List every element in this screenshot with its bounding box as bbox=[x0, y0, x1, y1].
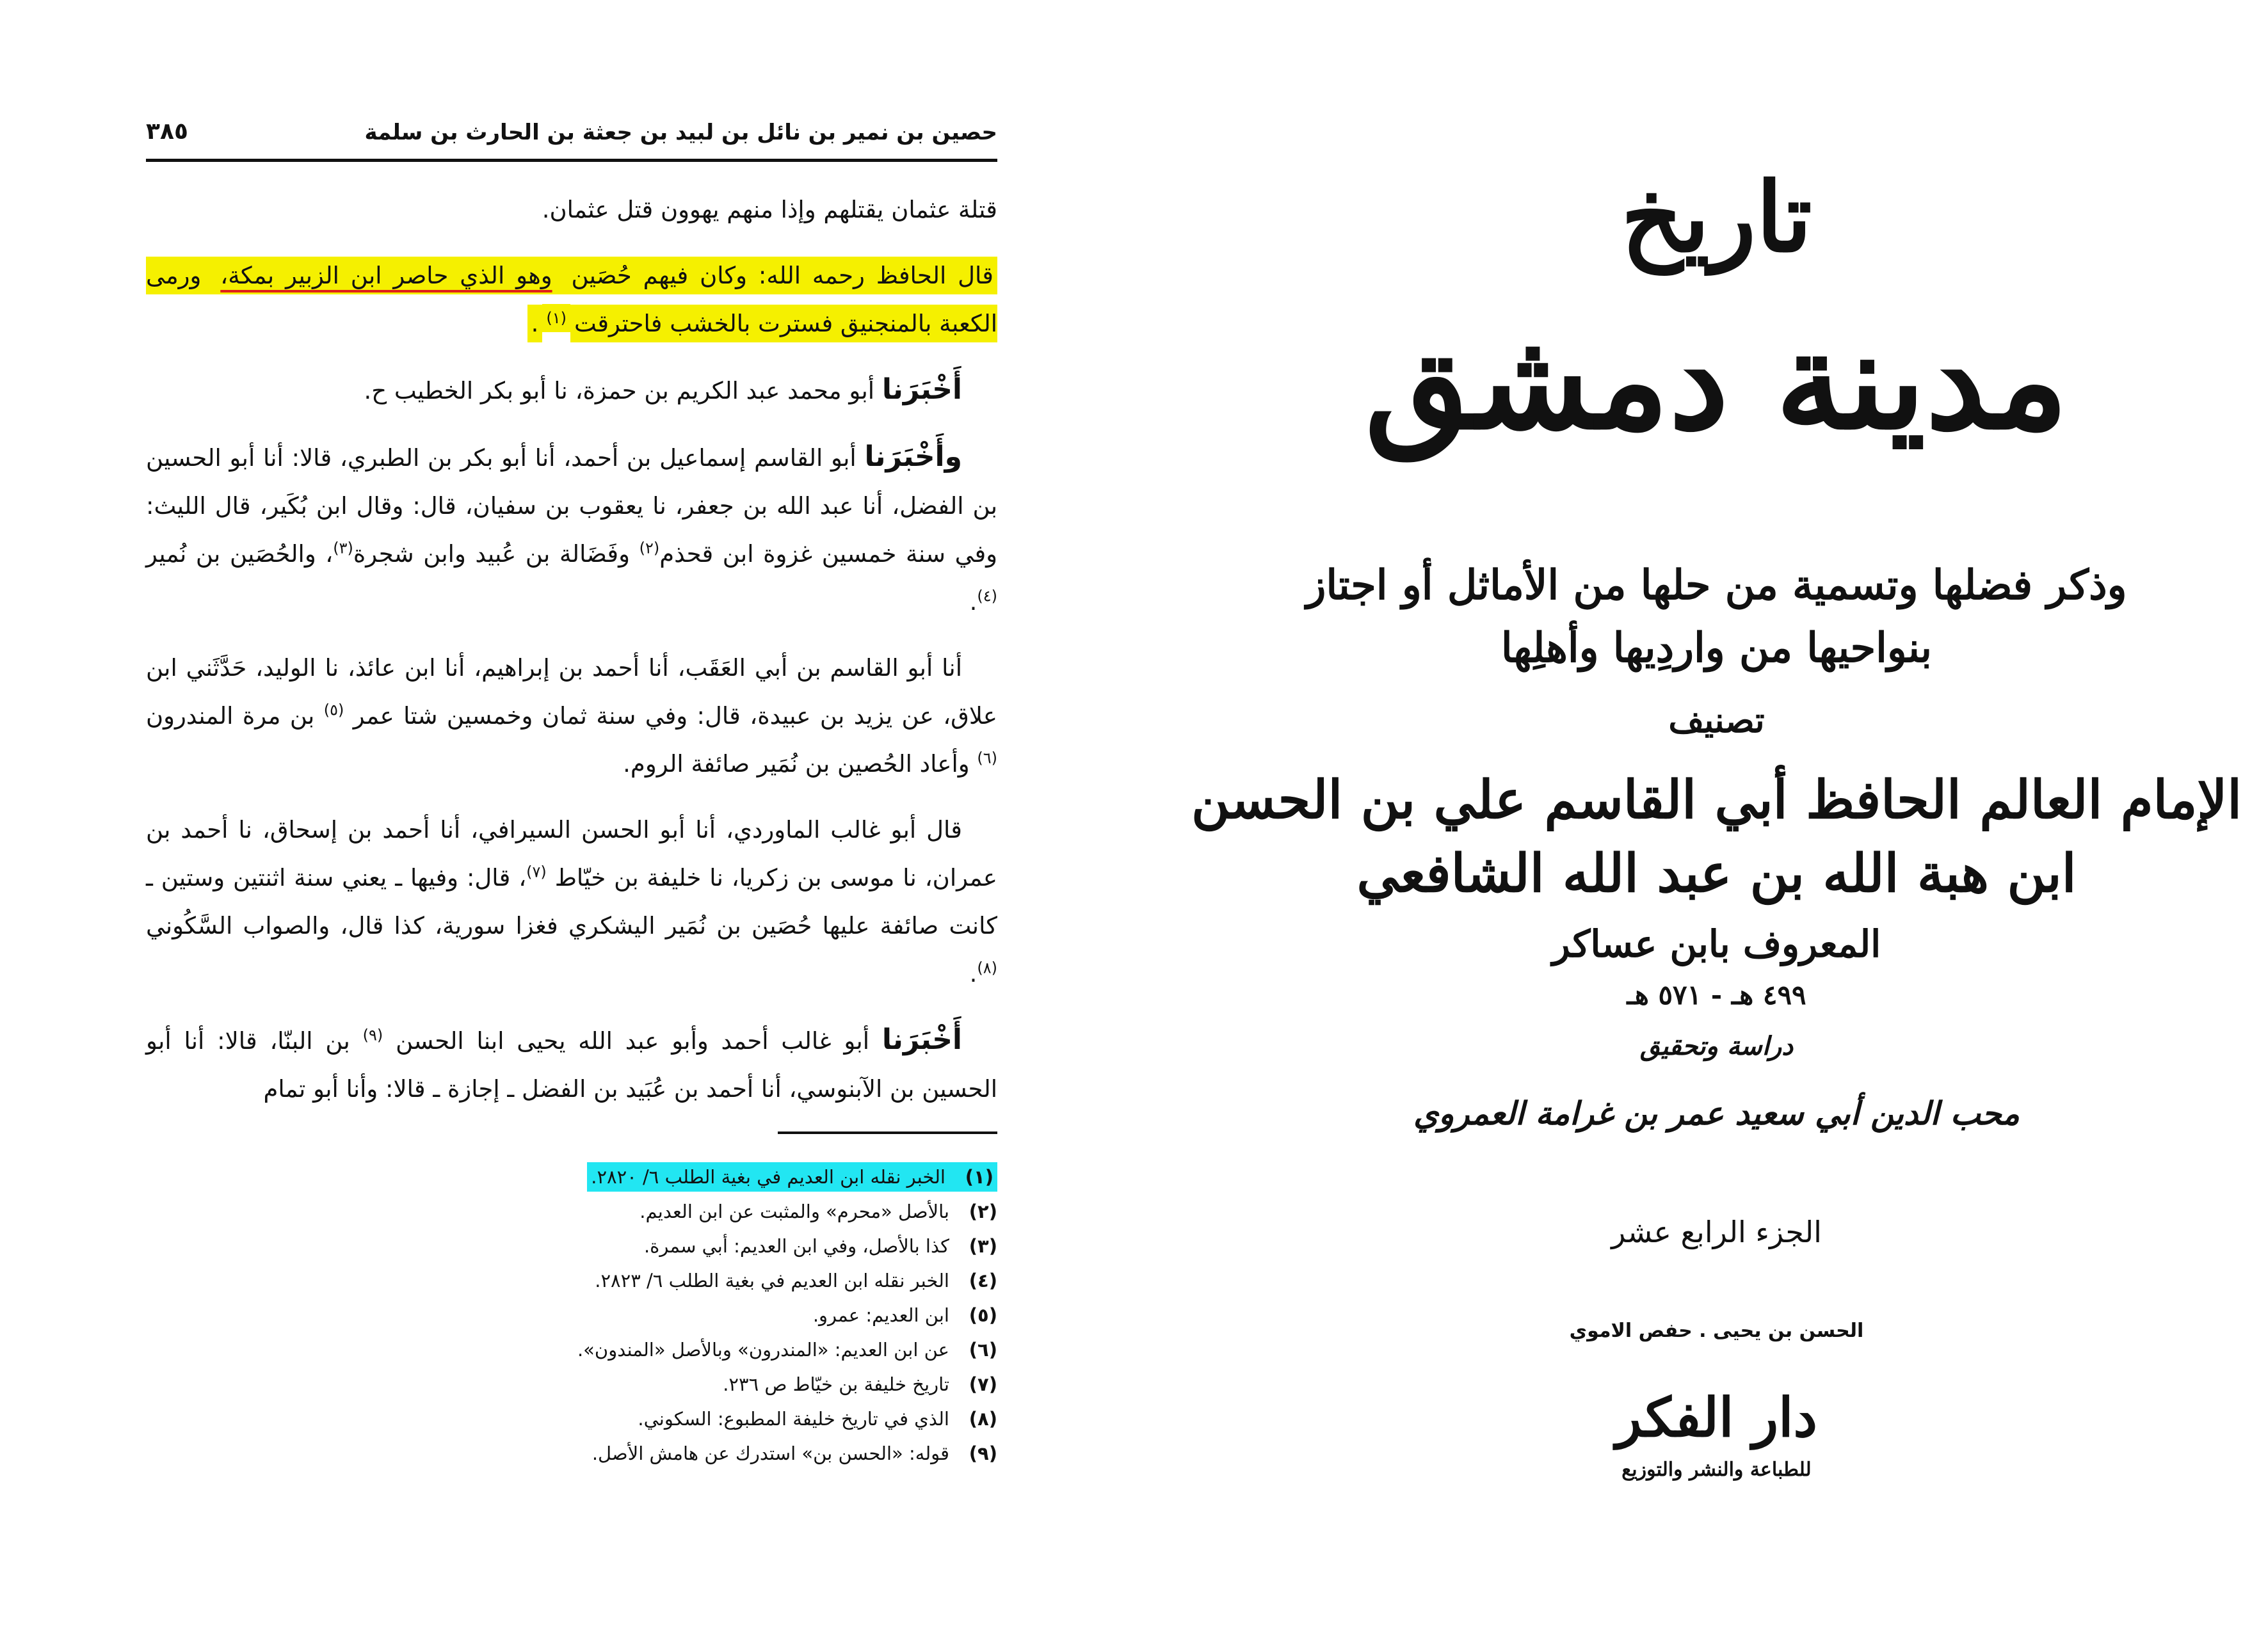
footnote-ref: (٦) bbox=[977, 749, 997, 767]
footnote-item bbox=[146, 1332, 997, 1367]
body-paragraph bbox=[146, 1016, 997, 1113]
author-line-2: ابن هبة الله بن عبد الله الشافعي bbox=[1356, 843, 2077, 904]
footnote-text: بالأصل «محرم» والمثبت عن ابن العديم. bbox=[639, 1201, 949, 1222]
subtitle-line-2: بنواحيها من واردِيها وأهلِها bbox=[1500, 624, 1933, 672]
footnote-text: الذي في تاريخ خليفة المطبوع: السكوني. bbox=[638, 1408, 949, 1430]
highlighted-footnote bbox=[587, 1162, 997, 1192]
footnote-ref: (٣) bbox=[333, 539, 353, 557]
footnote-content bbox=[723, 1373, 997, 1395]
title-line-2: مدينة دمشق bbox=[1365, 301, 2068, 460]
keyword-akhbarana: وأَخْبَرَنا bbox=[864, 440, 962, 473]
footnote-text: تاريخ خليفة بن خيّاط ص ٢٣٦. bbox=[723, 1373, 949, 1395]
footnote-number: (٨) bbox=[969, 1408, 997, 1430]
text-segment: ، والحُصَين بن نُمير bbox=[146, 540, 334, 568]
text-segment: . bbox=[969, 960, 977, 987]
footnote-rule bbox=[778, 1131, 997, 1134]
body-paragraph bbox=[146, 186, 997, 234]
footnote-text: ابن العديم: عمرو. bbox=[812, 1304, 949, 1326]
running-head bbox=[146, 112, 997, 157]
footnote-number: (٤) bbox=[969, 1270, 997, 1291]
page-number: ٣٨٥ bbox=[146, 118, 188, 145]
footnotes bbox=[146, 1160, 997, 1471]
footnote-text: كذا بالأصل، وفي ابن العديم: أبي سمرة. bbox=[643, 1235, 949, 1257]
footnote-content bbox=[638, 1408, 997, 1430]
footnote-item bbox=[146, 1194, 997, 1229]
footnote-text: عن ابن العديم: «المندرون» وبالأصل «المندون». bbox=[577, 1339, 949, 1361]
left-page bbox=[0, 0, 1133, 1639]
volume-label: الجزء الرابع عشر bbox=[1611, 1215, 1822, 1249]
footnote-ref: (٨) bbox=[977, 959, 997, 977]
footnote-number: (٩) bbox=[969, 1443, 997, 1464]
footnote-item bbox=[146, 1367, 997, 1402]
highlighted-text: قال الحافظ رحمه الله: وكان فيهم حُصَين bbox=[556, 257, 997, 294]
body-paragraph bbox=[146, 806, 997, 998]
footnote-number: (٦) bbox=[969, 1339, 997, 1361]
volume-range: الحسن بن يحيى . حفص الاموي bbox=[1569, 1320, 1864, 1342]
highlighted-text: ورمى الكعبة بالمنجنيق فسترت بالخشب فاحترقت bbox=[146, 257, 997, 342]
footnote-content bbox=[595, 1270, 997, 1291]
title-page bbox=[1165, 0, 2268, 1639]
footnote-ref: (٤) bbox=[977, 587, 997, 605]
footnote-content bbox=[592, 1443, 997, 1464]
header-rule bbox=[146, 159, 997, 162]
footnote-content bbox=[813, 1304, 997, 1326]
keyword-akhbarana: أَخْبَرَنا bbox=[881, 373, 962, 406]
keyword-akhbarana: أَخْبَرَنا bbox=[881, 1023, 962, 1056]
text-segment: ، قال: وفيها ـ يعني سنة اثنتين وستين ـ كانت صائفة عليها حُصَين بن نُمَير اليشكري فغزا سورية، كذا قال، والصواب السَّكُوني bbox=[146, 864, 997, 939]
footnote-item bbox=[146, 1263, 997, 1298]
text-segment: قال أبو غالب الماوردي، أنا أبو الحسن السيرافي، أنا أحمد بن إسحاق، نا أحمد بن عمران، نا موسى بن زكريا، نا خليفة بن خيّاط bbox=[146, 816, 998, 891]
footnote-item bbox=[146, 1229, 997, 1263]
text-segment: . bbox=[969, 588, 977, 616]
footnote-text: قوله: «الحسن بن» استدرك عن هامش الأصل. bbox=[591, 1443, 949, 1464]
body-text bbox=[146, 186, 997, 1131]
publisher-name: دار الفكر bbox=[1616, 1386, 1817, 1449]
footnote-content bbox=[639, 1201, 997, 1222]
text-segment: أنا أبو القاسم بن أبي العَقَب، أنا أحمد بن إبراهيم، أنا ابن عائذ، نا الوليد، حَدَّثَني ابن علاق، عن يزيد بن عبيدة، قال: وفي سنة ثمان وخمسين شتا عمر bbox=[146, 654, 997, 730]
body-paragraph bbox=[146, 433, 997, 626]
footnote-ref: (٧) bbox=[526, 863, 547, 881]
footnote-ref: (٢) bbox=[639, 539, 660, 557]
author-dates: ٤٩٩ هـ - ٥٧١ هـ bbox=[1627, 979, 1806, 1011]
footnote-item bbox=[146, 1436, 997, 1471]
text-segment: قتلة عثمان يقتلهم وإذا منهم يهوون قتل عثمان. bbox=[542, 196, 997, 223]
highlighted-text: . bbox=[527, 305, 543, 342]
text-segment: وأعاد الحُصين بن نُمَير صائفة الروم. bbox=[623, 750, 977, 778]
text-segment: أبو القاسم إسماعيل بن أحمد، أنا أبو بكر بن الطبري، قالا: أنا أبو الحسين بن الفضل، أنا عبد الله بن جعفر، نا يعقوب بن سفيان، قال: وقال ابن بُكَير، قال الليث: وفي سنة خمسين غزوة ابن قحذم bbox=[146, 444, 998, 568]
highlighted-underlined-text: وهو الذي حاصر ابن الزبير بمكة، bbox=[216, 257, 556, 294]
editor-name: محب الدين أبي سعيد عمر بن غرامة العمروي bbox=[1413, 1094, 2020, 1132]
body-paragraph bbox=[146, 252, 997, 348]
publisher-subtitle: للطباعة والنشر والتوزيع bbox=[1621, 1459, 1812, 1481]
footnote-ref: (١) bbox=[542, 304, 570, 332]
study-label: دراسة وتحقيق bbox=[1639, 1031, 1794, 1061]
footnote-number: (١) bbox=[965, 1166, 993, 1188]
footnote-ref: (٩) bbox=[362, 1026, 383, 1044]
body-paragraph bbox=[146, 365, 997, 415]
footnote-content bbox=[644, 1235, 997, 1257]
title-line-1: تاريخ bbox=[1621, 161, 1812, 274]
footnote-item bbox=[146, 1402, 997, 1436]
tasnif-label: تصنيف bbox=[1668, 700, 1765, 740]
footnote-number: (٧) bbox=[969, 1373, 997, 1395]
footnote-text: الخبر نقله ابن العديم في بغية الطلب ٦/ ٢٨٢٠. bbox=[591, 1166, 945, 1188]
footnote-number: (٢) bbox=[969, 1201, 997, 1222]
footnote-ref: (٥) bbox=[323, 701, 344, 719]
footnote-number: (٣) bbox=[969, 1235, 997, 1257]
footnote-number: (٥) bbox=[969, 1304, 997, 1326]
text-segment: وفَضَالة بن عُبيد وابن شجرة bbox=[353, 540, 639, 568]
running-title: حصين بن نمير بن نائل بن لبيد بن جعثة بن الحارث بن سلمة bbox=[364, 120, 997, 145]
text-segment: أبو محمد عبد الكريم بن حمزة، نا أبو بكر الخطيب ح. bbox=[364, 377, 882, 404]
footnote-text: الخبر نقله ابن العديم في بغية الطلب ٦/ ٢٨٢٣. bbox=[595, 1270, 949, 1291]
known-as: المعروف بابن عساكر bbox=[1552, 922, 1881, 966]
text-segment: أبو غالب أحمد وأبو عبد الله يحيى ابنا الحسن bbox=[383, 1027, 882, 1055]
footnote-content bbox=[577, 1339, 997, 1361]
author-line-1: الإمام العالم الحافظ أبي القاسم علي بن الحسن bbox=[1191, 769, 2242, 831]
text-segment: بن البنّا، قالا: أنا أبو الحسين بن الآبنوسي، أنا أحمد بن عُبَيد بن الفضل ـ إجازة ـ قالا: وأنا أبو تمام bbox=[146, 1027, 997, 1103]
body-paragraph bbox=[146, 644, 997, 788]
subtitle-line-1: وذكر فضلها وتسمية من حلها من الأماثل أو اجتاز bbox=[1306, 561, 2127, 609]
text-segment: بن مرة المندرون bbox=[146, 702, 324, 730]
footnote-item bbox=[146, 1160, 997, 1194]
footnote-item bbox=[146, 1298, 997, 1332]
